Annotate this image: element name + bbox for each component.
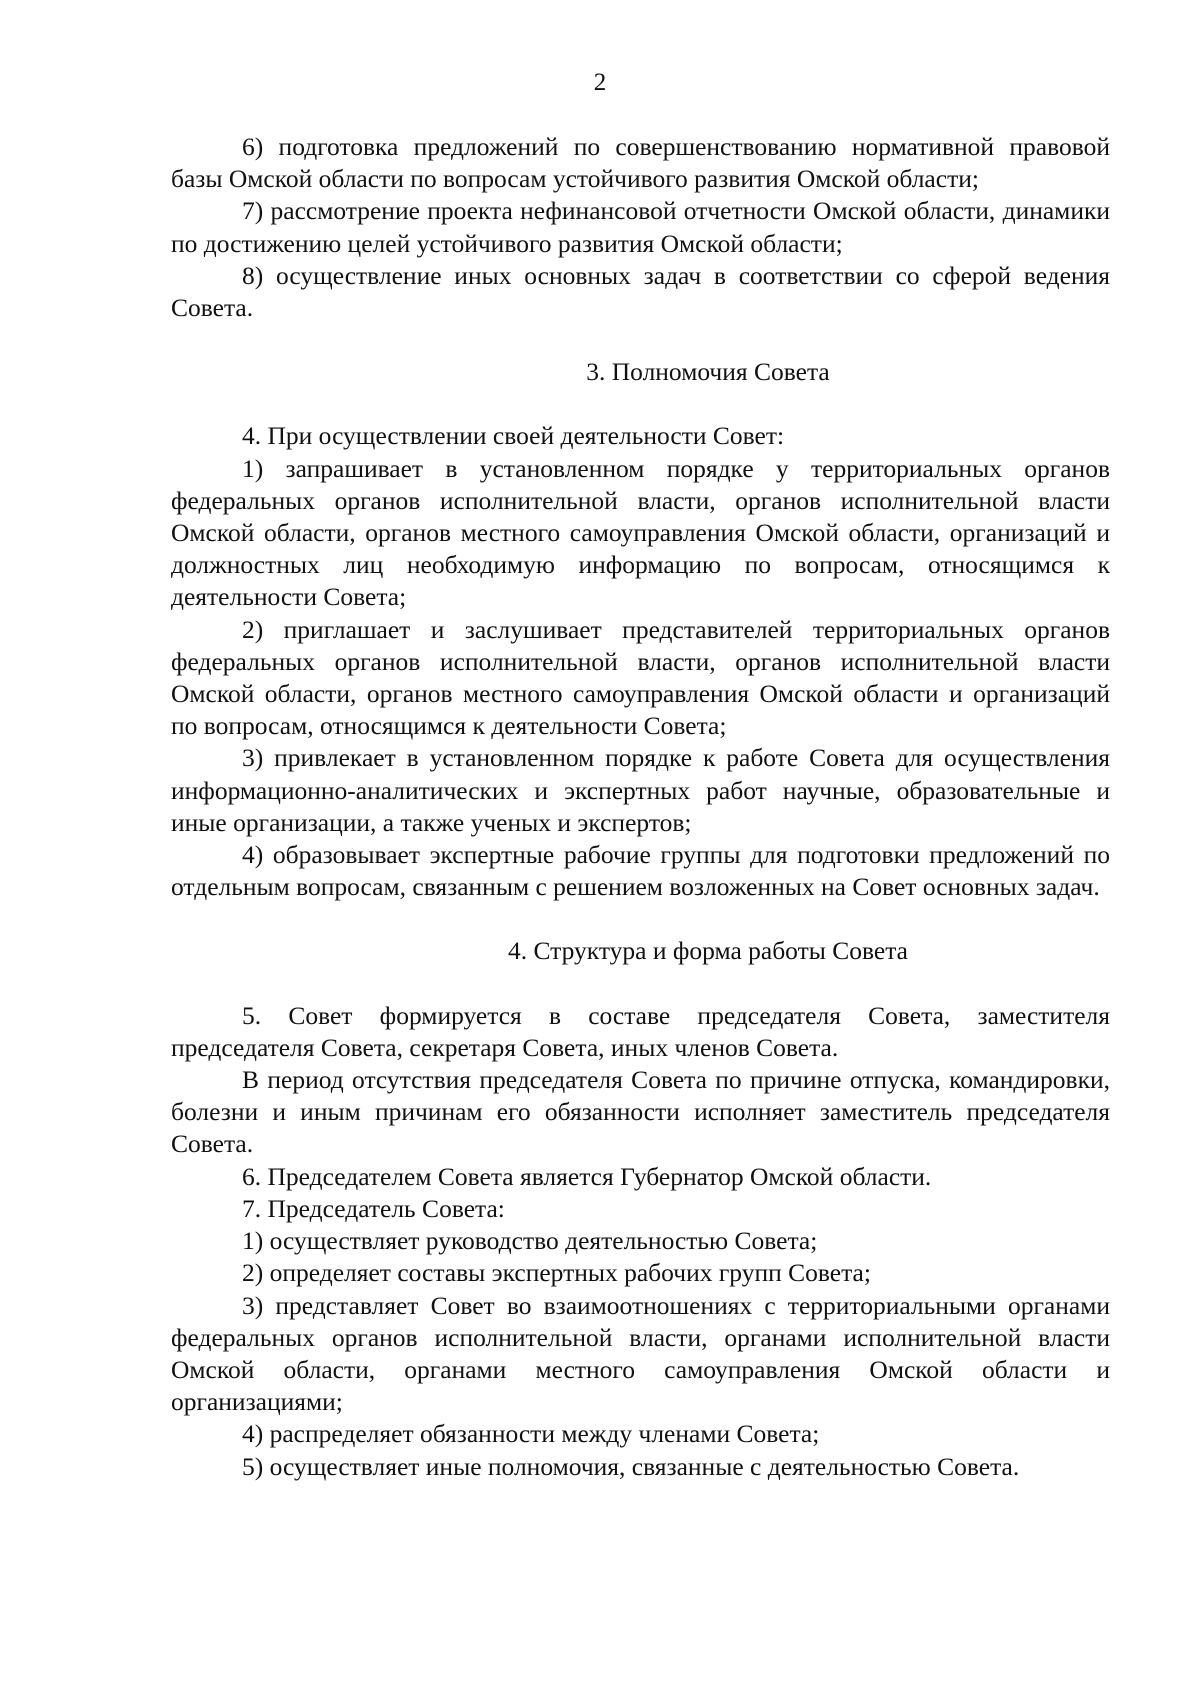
- list-item-6-norm-base: 6) подготовка предложений по совершенствованию нормативной правовой базы Омской области по вопросам устойчивого развития Омской области;: [171, 132, 1110, 194]
- document-body: [171, 131, 1110, 1483]
- clause-7-item-2: 2) определяет составы экспертных рабочих групп Совета;: [242, 1258, 871, 1288]
- section-heading-4: 4. Структура и форма работы Совета: [507, 936, 908, 966]
- clause-7-item-5: 5) осуществляет иные полномочия, связанные с деятельностью Совета.: [242, 1451, 1020, 1481]
- spacer: [171, 324, 1110, 356]
- clause-5: 5. Совет формируется в составе председателя Совета, заместителя председателя Совета, секретаря Совета, иных членов Совета.: [171, 1000, 1110, 1062]
- clause-5-absence: В период отсутствия председателя Совета по причине отпуска, командировки, болезни и иным причинам его обязанности исполняет заместитель председателя Совета.: [171, 1065, 1110, 1159]
- list-item-7-nonfinancial-report: 7) рассмотрение проекта нефинансовой отчетности Омской области, динамики по достижению целей устойчивого развития Омской области;: [171, 196, 1110, 258]
- clause-7-item-1: 1) осуществляет руководство деятельностью Совета;: [242, 1226, 818, 1256]
- spacer: [171, 903, 1110, 935]
- clause-7-item-3: 3) представляет Совет во взаимоотношениях с территориальными органами федеральных органов исполнительной власти, органами исполнительной власти Омской области, органами местного самоуправления Омской области и организациями;: [171, 1290, 1110, 1417]
- clause-6: 6. Председателем Совета является Губернатор Омской области.: [242, 1161, 932, 1191]
- list-item-8-other-tasks: 8) осуществление иных основных задач в соответствии со сферой ведения Совета.: [171, 260, 1110, 323]
- clause-7-intro: 7. Председатель Совета:: [242, 1193, 505, 1223]
- clause-7-item-4: 4) распределяет обязанности между членами Совета;: [242, 1419, 820, 1449]
- clause-4-item-3: 3) привлекает в установленном порядке к работе Совета для осуществления информационно-аналитических и экспертных работ научные, образовательные и иные организации, а также ученых и экспертов;: [171, 743, 1110, 837]
- clause-4-item-2: 2) приглашает и заслушивает представителей территориальных органов федеральных органов исполнительной власти, органов исполнительной власти Омской области, органов местного самоуправления Омской области и организаций по вопросам, относящимся к деятельности Совета;: [171, 614, 1110, 741]
- clause-4-intro: 4. При осуществлении своей деятельности Совет:: [242, 421, 785, 451]
- spacer: [171, 388, 1110, 420]
- section-heading-3: 3. Полномочия Совета: [586, 357, 830, 387]
- page-number: 2: [593, 69, 607, 96]
- spacer: [171, 968, 1110, 1000]
- clause-4-item-4: 4) образовывает экспертные рабочие группы для подготовки предложений по отдельным вопросам, связанным с решением возложенных на Совет основных задач.: [171, 840, 1110, 902]
- clause-4-item-1: 1) запрашивает в установленном порядке у территориальных органов федеральных органов исполнительной власти, органов исполнительной власти Омской области, органов местного самоуправления Омской области, организаций и должностных лиц необходимую информацию по вопросам, относящимся к деятельности Совета;: [171, 453, 1110, 612]
